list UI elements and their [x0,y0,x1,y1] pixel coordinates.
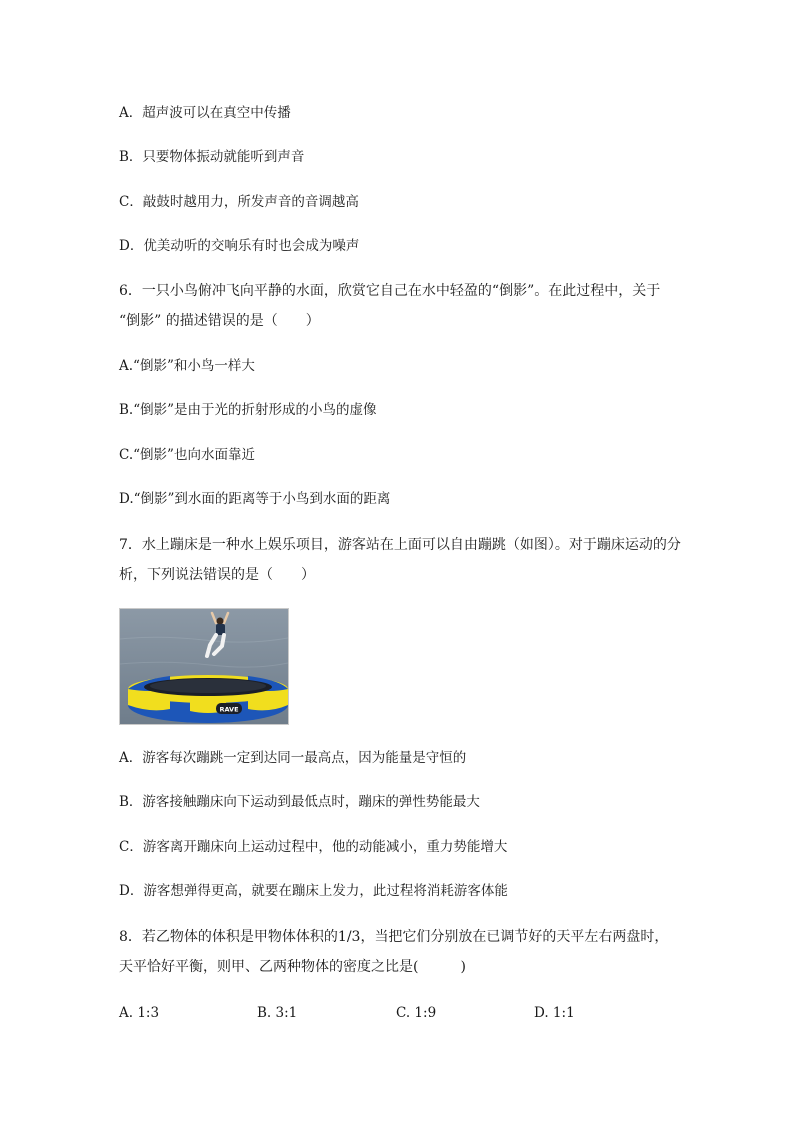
q7-option-d: D．游客想弹得更高，就要在蹦床上发力，此过程将消耗游客体能 [119,883,508,899]
q5-option-a: A．超声波可以在真空中传播 [119,105,291,121]
q8-option-c: C. 1:9 [396,1005,437,1021]
q5-option-b: B．只要物体振动就能听到声音 [119,149,305,165]
q7-stem-line2: 析，下列说法错误的是（ ） [119,567,315,583]
q8-stem-line1: 8．若乙物体的体积是甲物体体积的1/3，当把它们分别放在已调节好的天平左右两盘时， [119,929,669,945]
q6-stem-line1: 6．一只小鸟俯冲飞向平静的水面，欣赏它自己在水中轻盈的“倒影”。在此过程中，关于 [119,283,661,299]
q6-option-c: C.“倒影”也向水面靠近 [119,447,255,463]
q8-option-b: B. 3:1 [257,1005,298,1021]
brand-label: RAVE [219,705,239,714]
q8-options-row [119,1003,679,1023]
trampoline-figure [119,608,289,725]
q8-stem-line2: 天平恰好平衡，则甲、乙两种物体的密度之比是( ) [119,959,466,975]
q5-option-c: C．敲鼓时越用力，所发声音的音调越高 [119,194,359,210]
trampoline [128,675,288,723]
q7-stem-line1: 7．水上蹦床是一种水上娱乐项目，游客站在上面可以自由蹦跳（如图）。对于蹦床运动的分 [119,537,681,553]
q6-option-a: A.“倒影”和小鸟一样大 [119,358,255,374]
q6-stem-line2: “倒影” 的描述错误的是（ ） [119,313,320,329]
q7-option-a: A．游客每次蹦跳一定到达同一最高点，因为能量是守恒的 [119,750,467,766]
q7-option-b: B．游客接触蹦床向下运动到最低点时，蹦床的弹性势能最大 [119,794,480,810]
q6-option-d: D.“倒影”到水面的距离等于小鸟到水面的距离 [119,491,391,507]
q8-option-d: D. 1:1 [534,1005,575,1021]
q8-option-a: A. 1:3 [119,1005,160,1021]
q5-option-d: D．优美动听的交响乐有时也会成为噪声 [119,238,360,254]
q6-option-b: B.“倒影”是由于光的折射形成的小鸟的虚像 [119,402,377,418]
water-trampoline-illustration [120,609,288,724]
q7-option-c: C．游客离开蹦床向上运动过程中，他的动能减小，重力势能增大 [119,839,508,855]
